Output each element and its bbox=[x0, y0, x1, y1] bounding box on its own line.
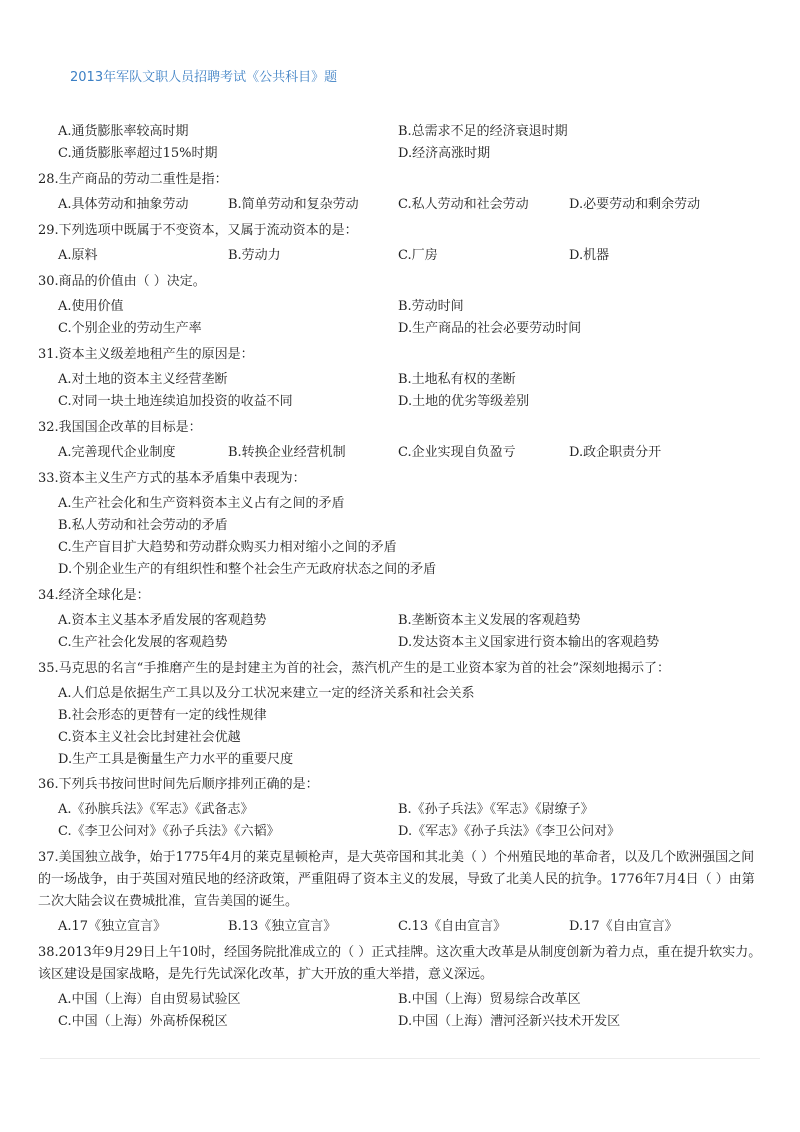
option-c: C.中国（上海）外高桥保税区 bbox=[58, 1014, 228, 1029]
question-36-stem: 36.下列兵书按问世时间先后顺序排列正确的是： bbox=[38, 777, 319, 792]
option-d: D.政企职责分开 bbox=[569, 445, 662, 460]
question-35-stem: 35.马克思的名言“手推磨产生的是封建主为首的社会，蒸汽机产生的是工业资本家为首的社会”深刻地揭示了： bbox=[38, 661, 670, 676]
option-d: D.必要劳动和剩余劳动 bbox=[569, 197, 701, 212]
option-d: D.《军志》《孙子兵法》《李卫公问对》 bbox=[398, 824, 621, 839]
option-c: C.个别企业的劳动生产率 bbox=[58, 321, 202, 336]
option-c: C.《李卫公问对》《孙子兵法》《六韬》 bbox=[58, 824, 280, 839]
option-b: B.劳动力 bbox=[228, 248, 281, 263]
question-32-stem: 32.我国国企改革的目标是： bbox=[38, 420, 202, 435]
option-a: A.对土地的资本主义经营垄断 bbox=[58, 372, 228, 387]
option-c: C.厂房 bbox=[398, 248, 438, 263]
option-d: D.机器 bbox=[569, 248, 610, 263]
option-b: B.总需求不足的经济衰退时期 bbox=[398, 124, 568, 139]
option-b: B.垄断资本主义发展的客观趋势 bbox=[398, 613, 581, 628]
question-28-stem: 28.生产商品的劳动二重性是指： bbox=[38, 172, 228, 187]
option-a: A.生产社会化和生产资料资本主义占有之间的矛盾 bbox=[58, 496, 345, 511]
footer-divider bbox=[40, 1058, 760, 1059]
option-b: B.劳动时间 bbox=[398, 299, 464, 314]
option-d: D.发达资本主义国家进行资本输出的客观趋势 bbox=[398, 635, 660, 650]
option-a: A.使用价值 bbox=[58, 299, 124, 314]
option-c: C.私人劳动和社会劳动 bbox=[398, 197, 529, 212]
option-a: A.原料 bbox=[58, 248, 98, 263]
option-a: A.17《独立宣言》 bbox=[58, 919, 167, 934]
option-d: D.生产工具是衡量生产力水平的重要尺度 bbox=[58, 752, 294, 767]
option-d: D.中国（上海）漕河泾新兴技术开发区 bbox=[398, 1014, 621, 1029]
option-c: C.13《自由宣言》 bbox=[398, 919, 507, 934]
option-a: A.具体劳动和抽象劳动 bbox=[58, 197, 189, 212]
option-d: D.个别企业生产的有组织性和整个社会生产无政府状态之间的矛盾 bbox=[58, 562, 437, 577]
option-d: D.生产商品的社会必要劳动时间 bbox=[398, 321, 582, 336]
option-b: B.土地私有权的垄断 bbox=[398, 372, 516, 387]
option-d: D.17《自由宣言》 bbox=[569, 919, 678, 934]
option-c: C.资本主义社会比封建社会优越 bbox=[58, 730, 241, 745]
question-33-stem: 33.资本主义生产方式的基本矛盾集中表现为： bbox=[38, 471, 306, 486]
option-c: C.企业实现自负盈亏 bbox=[398, 445, 516, 460]
option-a: A.《孙膑兵法》《军志》《武备志》 bbox=[58, 802, 254, 817]
option-c: C.对同一块土地连续追加投资的收益不同 bbox=[58, 394, 293, 409]
question-29-stem: 29.下列选项中既属于不变资本，又属于流动资本的是： bbox=[38, 223, 358, 238]
option-c: C.生产社会化发展的客观趋势 bbox=[58, 635, 228, 650]
question-38-stem: 38.2013年9月29日上午10时，经国务院批准成立的（ ）正式挂牌。这次重大改革是从制度创新为着力点，重在提升软实力。该区建设是国家战略，是先行先试深化改革，扩大开放的重大举措，意义深远。 bbox=[38, 945, 762, 982]
option-a: A.完善现代企业制度 bbox=[58, 445, 176, 460]
page-header-title: 2013年军队文职人员招聘考试《公共科目》题 bbox=[70, 70, 338, 85]
option-a: A.人们总是依据生产工具以及分工状况来建立一定的经济关系和社会关系 bbox=[58, 686, 475, 701]
option-c: C.生产盲目扩大趋势和劳动群众购买力相对缩小之间的矛盾 bbox=[58, 540, 397, 555]
question-37-stem: 37.美国独立战争，始于1775年4月的莱克星顿枪声，是大英帝国和其北美（ ）个州殖民地的革命者，以及几个欧洲强国之间的一场战争，由于英国对殖民地的经济政策，严重阻碍了资本主义的发展，导致了北美人民的抗争。1776年7月4日（ ）由第二次大陆会议在费城批准，宣告美国的诞生。 bbox=[38, 850, 755, 909]
option-d: D.土地的优劣等级差别 bbox=[398, 394, 530, 409]
option-b: B.社会形态的更替有一定的线性规律 bbox=[58, 708, 267, 723]
option-b: B.简单劳动和复杂劳动 bbox=[228, 197, 359, 212]
option-b: B.中国（上海）贸易综合改革区 bbox=[398, 992, 581, 1007]
option-b: B.转换企业经营机制 bbox=[228, 445, 346, 460]
question-30-stem: 30.商品的价值由（ ）决定。 bbox=[38, 274, 206, 289]
question-31-stem: 31.资本主义级差地租产生的原因是： bbox=[38, 347, 254, 362]
option-c: C.通货膨胀率超过15%时期 bbox=[58, 146, 218, 161]
option-d: D.经济高涨时期 bbox=[398, 146, 491, 161]
option-b: B.13《独立宣言》 bbox=[228, 919, 337, 934]
option-b: B.《孙子兵法》《军志》《尉缭子》 bbox=[398, 802, 594, 817]
option-a: A.资本主义基本矛盾发展的客观趋势 bbox=[58, 613, 267, 628]
question-34-stem: 34.经济全球化是： bbox=[38, 588, 150, 603]
option-b: B.私人劳动和社会劳动的矛盾 bbox=[58, 518, 228, 533]
option-a: A.通货膨胀率较高时期 bbox=[58, 124, 189, 139]
option-a: A.中国（上海）自由贸易试验区 bbox=[58, 992, 241, 1007]
